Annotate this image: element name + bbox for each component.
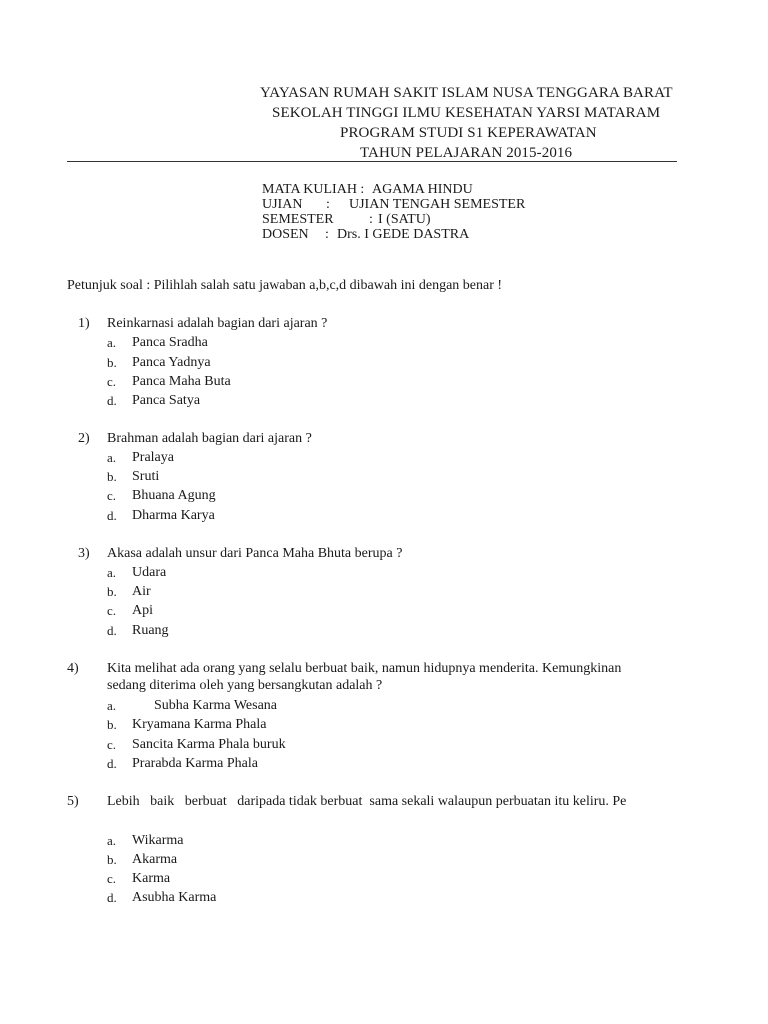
mata-kuliah-value: AGAMA HINDU: [372, 182, 473, 197]
semester-value: I (SATU): [378, 212, 431, 227]
semester-separator: :: [369, 212, 373, 227]
header-program: PROGRAM STUDI S1 KEPERAWATAN: [340, 125, 597, 141]
option-letter: a.: [107, 565, 117, 580]
option-letter: a.: [107, 833, 117, 848]
ujian-label: UJIAN: [262, 197, 303, 212]
semester-label: SEMESTER: [262, 212, 334, 227]
dosen-value: Drs. I GEDE DASTRA: [337, 227, 470, 242]
option-text: Karma: [132, 871, 171, 886]
question-number: 5): [67, 794, 79, 809]
instructions: Petunjuk soal : Pilihlah salah satu jawaban a,b,c,d dibawah ini dengan benar !: [67, 278, 503, 293]
question-number: 3): [78, 546, 90, 561]
option-text: Bhuana Agung: [132, 488, 216, 503]
option-letter: c.: [107, 737, 117, 752]
option-text: Panca Maha Buta: [132, 374, 231, 389]
mata-kuliah-label: MATA KULIAH :: [262, 182, 365, 197]
option-letter: d.: [107, 508, 117, 523]
option-letter: d.: [107, 393, 117, 408]
meta-ujian: [262, 197, 526, 213]
option-letter: b.: [107, 584, 117, 599]
option-text: Panca Satya: [132, 393, 201, 408]
ujian-separator: :: [326, 197, 330, 212]
meta-semester: [262, 212, 431, 228]
question-text: Kita melihat ada orang yang selalu berbuat baik, namun hidupnya menderita. Kemungkinan: [107, 661, 622, 676]
question-text: Akasa adalah unsur dari Panca Maha Bhuta berupa ?: [107, 546, 403, 561]
option-letter: a.: [107, 698, 117, 713]
option-text: Udara: [132, 565, 167, 580]
option-text: Dharma Karya: [132, 508, 215, 523]
ujian-value: UJIAN TENGAH SEMESTER: [349, 197, 526, 212]
option-letter: c.: [107, 488, 117, 503]
question-number: 1): [78, 316, 90, 331]
option-letter: d.: [107, 890, 117, 905]
option-text: Sancita Karma Phala buruk: [132, 737, 286, 752]
option-text: Pralaya: [132, 450, 174, 465]
option-letter: b.: [107, 717, 117, 732]
option-text: Api: [132, 603, 153, 618]
option-letter: c.: [107, 603, 117, 618]
question-text: Lebih baik berbuat daripada tidak berbuat sama sekali walaupun perbuatan itu keliru. Pe: [107, 794, 627, 809]
option-text: Sruti: [132, 469, 160, 484]
option-letter: c.: [107, 871, 117, 886]
option-text: Air: [132, 584, 151, 599]
question-text: Brahman adalah bagian dari ajaran ?: [107, 431, 312, 446]
meta-dosen: [262, 227, 470, 243]
option-text: Panca Yadnya: [132, 355, 211, 370]
dosen-label: DOSEN: [262, 227, 309, 242]
question-number: 4): [67, 661, 79, 676]
option-text: Wikarma: [132, 833, 184, 848]
question-number: 2): [78, 431, 90, 446]
header-year: TAHUN PELAJARAN 2015-2016: [360, 145, 573, 161]
question-text-continued: sedang diterima oleh yang bersangkutan adalah ?: [107, 678, 383, 693]
meta-mata-kuliah: [262, 182, 473, 198]
option-text: Ruang: [132, 623, 169, 638]
header-divider: [67, 161, 677, 162]
option-text: Panca Sradha: [132, 335, 208, 350]
option-letter: a.: [107, 450, 117, 465]
option-letter: d.: [107, 623, 117, 638]
option-letter: b.: [107, 469, 117, 484]
header-college: SEKOLAH TINGGI ILMU KESEHATAN YARSI MATARAM: [272, 105, 661, 121]
option-text: Kryamana Karma Phala: [132, 717, 267, 732]
option-letter: b.: [107, 852, 117, 867]
option-letter: c.: [107, 374, 117, 389]
dosen-separator: :: [325, 227, 329, 242]
option-letter: a.: [107, 335, 117, 350]
option-text: Prarabda Karma Phala: [132, 756, 258, 771]
option-letter: d.: [107, 756, 117, 771]
option-text: Akarma: [132, 852, 178, 867]
question-text: Reinkarnasi adalah bagian dari ajaran ?: [107, 316, 328, 331]
option-text: Asubha Karma: [132, 890, 217, 905]
header-foundation: YAYASAN RUMAH SAKIT ISLAM NUSA TENGGARA BARAT: [260, 85, 673, 101]
option-letter: b.: [107, 355, 117, 370]
option-text: Subha Karma Wesana: [154, 698, 278, 713]
